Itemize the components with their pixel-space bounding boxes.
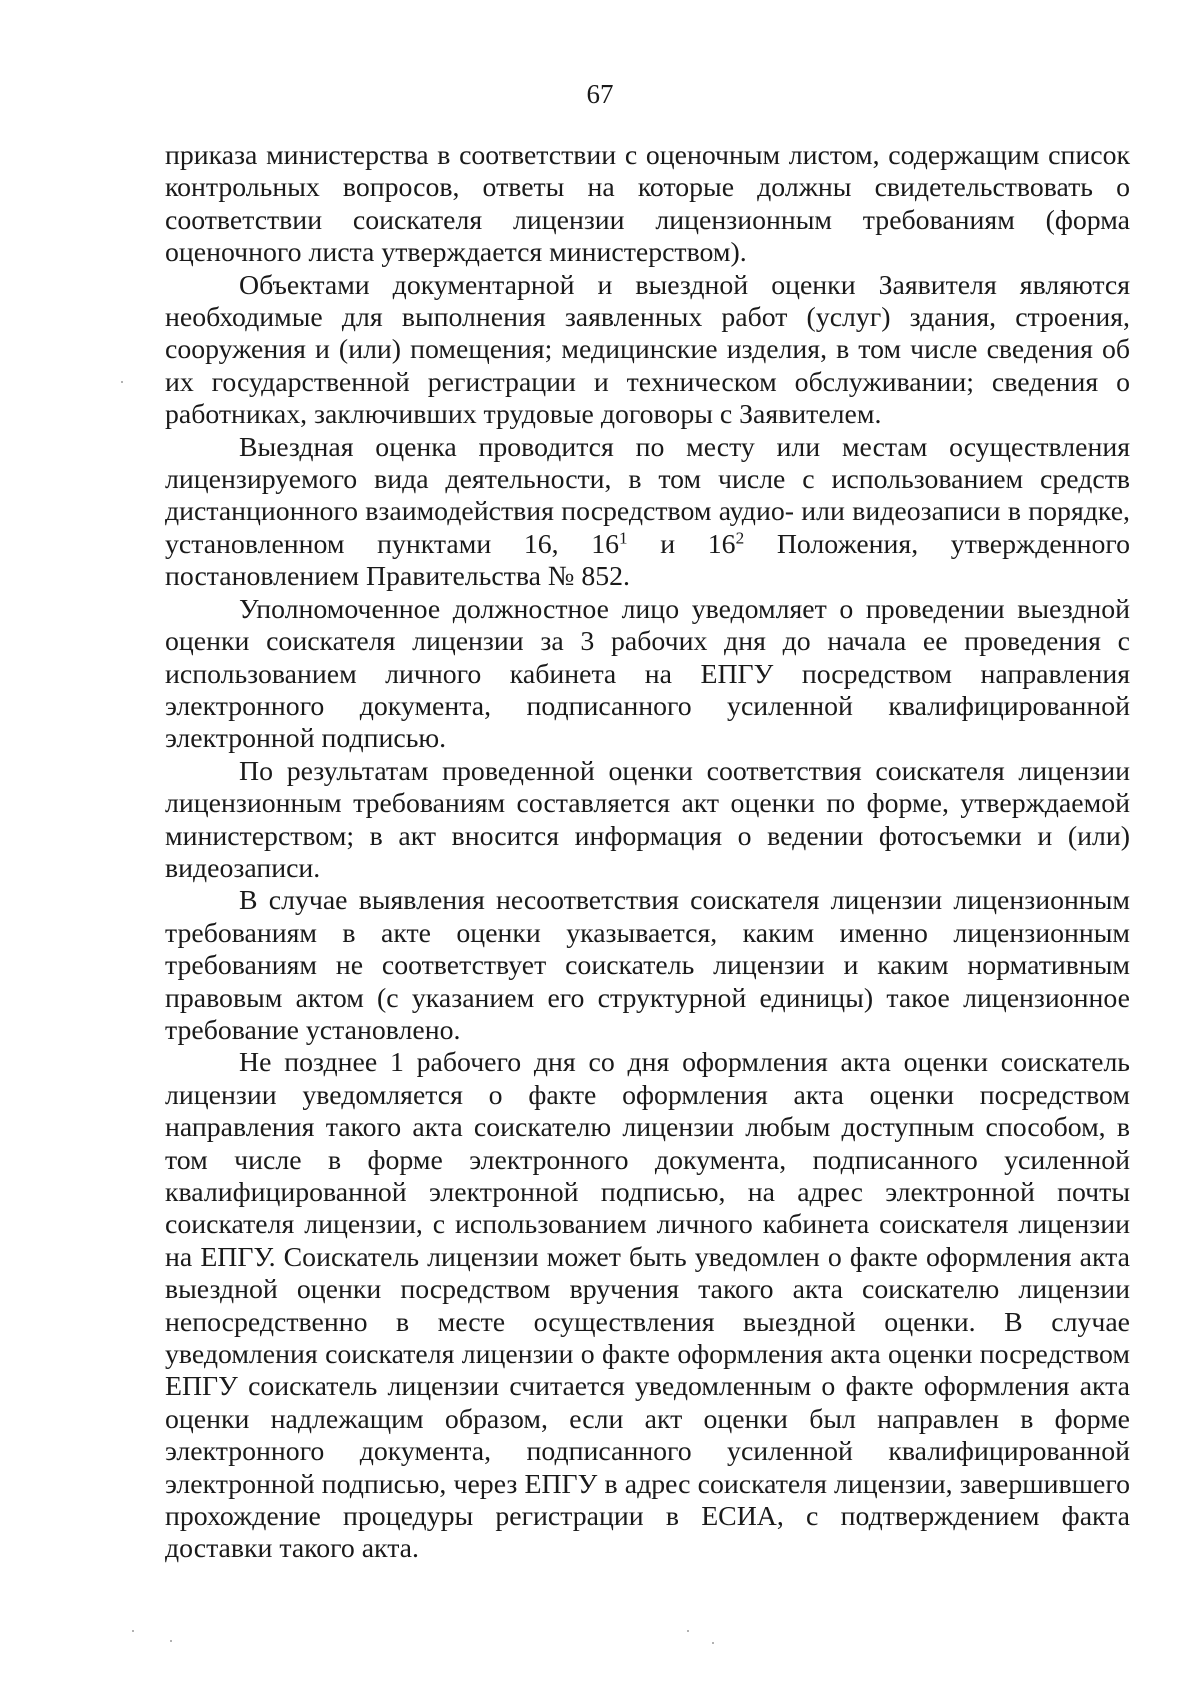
paragraph-evaluation-objects: Объектами документарной и выездной оценки Заявителя являются необходимые для выполнения заявленных работ (услуг) здания, строения, сооружения и (или) помещения; медицинские изделия, в том числе сведения об их государственной регистрации и техническом обслуживании; сведения о работниках, заключивших трудовые договоры с Заявителем. xyxy=(165,269,1130,431)
scan-speck xyxy=(121,381,123,383)
scan-speck xyxy=(712,1642,714,1644)
superscript: 2 xyxy=(735,528,745,548)
paragraph-text-part: и 16 xyxy=(627,528,736,560)
paragraph-text-part: Выездная оценка проводится по месту или местам осуществления лицензируемого вида деятельности, в том числе с использованием средств дистанционного взаимодействия посредством аудио- или видеозаписи в порядке, установленном пунктами 16, 16 xyxy=(165,431,1130,560)
paragraph-evaluation-act: По результатам проведенной оценки соответствия соискателя лицензии лицензионным требованиям составляется акт оценки по форме, утверждаемой министерством; в акт вносится информация о ведении фотосъемки и (или) видеозаписи. xyxy=(165,755,1130,884)
paragraph-text-part: Положения, утвержденного постановлением Правительства № 852. xyxy=(165,528,1130,593)
paragraph-act-delivery: Не позднее 1 рабочего дня со дня оформления акта оценки соискатель лицензии уведомляется о факте оформления акта оценки посредством направления такого акта соискателю лицензии любым доступным способом, в том числе в форме электронного документа, подписанного усиленной квалифицированной электронной подписью, на адрес электронной почты соискателя лицензии, с использованием личного кабинета соискателя лицензии на ЕПГУ. Соискатель лицензии может быть уведомлен о факте оформления акта выездной оценки посредством вручения такого акта соискателю лицензии непосредственно в месте осуществления выездной оценки. В случае уведомления соискателя лицензии о факте оформления акта оценки посредством ЕПГУ соискатель лицензии считается уведомленным о факте оформления акта оценки надлежащим образом, если акт оценки был направлен в форме электронного документа, подписанного усиленной квалифицированной электронной подписью, через ЕПГУ в адрес соискателя лицензии, завершившего прохождение процедуры регистрации в ЕСИА, с подтверждением факта доставки такого акта. xyxy=(165,1047,1130,1565)
paragraph-field-evaluation xyxy=(165,432,1130,594)
document-body xyxy=(165,140,1130,1566)
scan-speck xyxy=(687,1630,689,1632)
paragraph-notification: Уполномоченное должностное лицо уведомляет о проведении выездной оценки соискателя лицензии за 3 рабочих дня до начала ее проведения с использованием личного кабинета на ЕПГУ посредством направления электронного документа, подписанного усиленной квалифицированной электронной подписью. xyxy=(165,593,1130,755)
scan-speck xyxy=(132,1630,134,1632)
scan-speck xyxy=(170,1640,172,1642)
paragraph-continuation: приказа министерства в соответствии с оценочным листом, содержащим список контрольных вопросов, ответы на которые должны свидетельствовать о соответствии соискателя лицензии лицензионным требованиям (форма оценочного листа утверждается министерством). xyxy=(165,140,1130,269)
paragraph-nonconformity: В случае выявления несоответствия соискателя лицензии лицензионным требованиям в акте оценки указывается, каким именно лицензионным требованиям не соответствует соискатель лицензии и каким нормативным правовым актом (с указанием его структурной единицы) такое лицензионное требование установлено. xyxy=(165,885,1130,1046)
page-number: 67 xyxy=(586,79,614,109)
superscript: 1 xyxy=(619,528,628,548)
